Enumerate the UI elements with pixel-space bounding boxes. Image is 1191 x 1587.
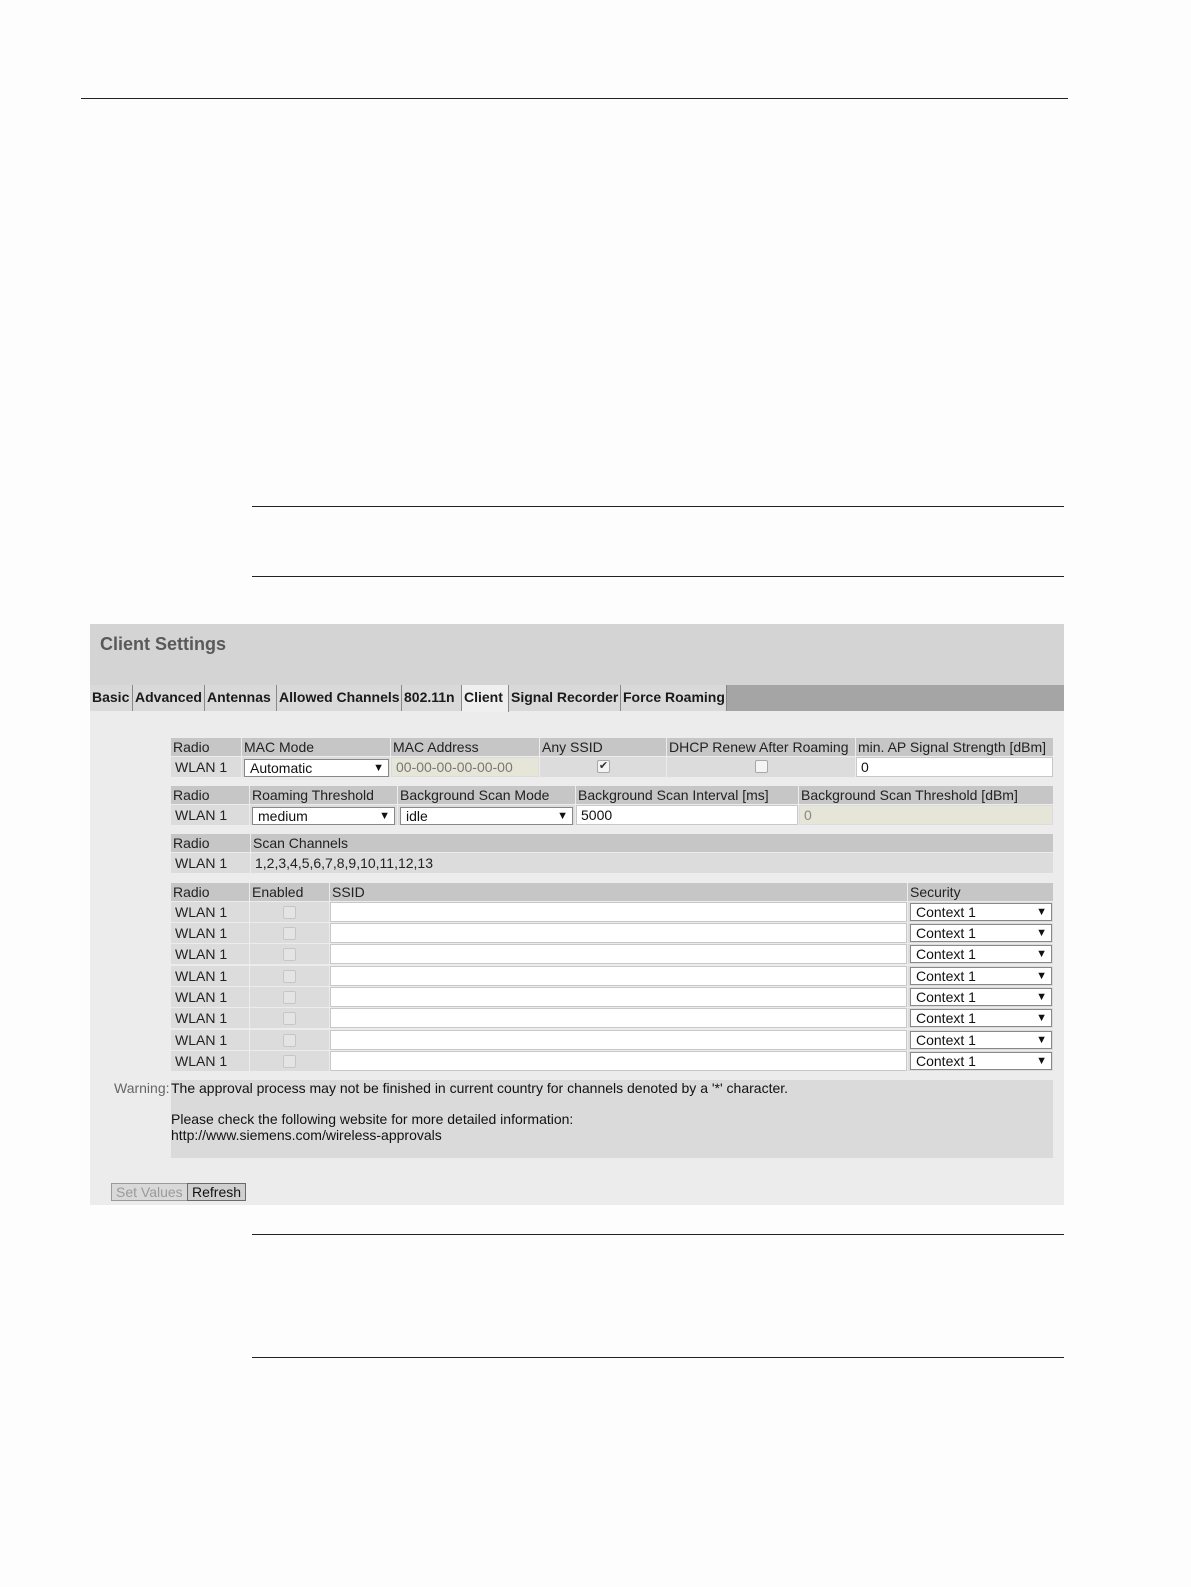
- ssid-input[interactable]: [330, 944, 907, 964]
- note-bottom-rule: [252, 576, 1064, 577]
- security-select[interactable]: [910, 903, 1052, 921]
- t1-header-radio: Radio: [171, 738, 241, 756]
- t4-header-radio: Radio: [171, 883, 249, 901]
- chevron-down-icon: ▼: [1036, 1055, 1047, 1067]
- note2-bottom-rule: [252, 1357, 1064, 1358]
- any-ssid-checkbox[interactable]: [597, 760, 610, 773]
- security-select[interactable]: [910, 1009, 1052, 1027]
- page-top-rule: [81, 98, 1068, 99]
- security-select[interactable]: [910, 1031, 1052, 1049]
- t4-header-security: Security: [908, 883, 1053, 901]
- tab-bar: [90, 685, 1064, 711]
- t2-header-bg-scan-interval: Background Scan Interval [ms]: [576, 786, 798, 804]
- ssid-input[interactable]: [330, 1008, 907, 1028]
- security-value: Context 1: [916, 1032, 976, 1048]
- ssid-row-radio: WLAN 1: [171, 987, 249, 1007]
- bg-scan-interval-input[interactable]: 5000: [576, 805, 798, 825]
- t1-radio-cell: WLAN 1: [171, 757, 241, 777]
- t1-header-any-ssid: Any SSID: [540, 738, 666, 756]
- chevron-down-icon: ▼: [1036, 970, 1047, 982]
- security-value: Context 1: [916, 968, 976, 984]
- ssid-input[interactable]: [330, 902, 907, 922]
- tab-signal-recorder[interactable]: Signal Recorder: [509, 685, 621, 711]
- ssid-enabled-checkbox[interactable]: [283, 991, 296, 1004]
- client-settings-panel: [90, 624, 1064, 1205]
- mac-mode-select[interactable]: [244, 759, 389, 777]
- checkmark-icon: ✔: [598, 760, 609, 772]
- ssid-row-radio: WLAN 1: [171, 1051, 249, 1071]
- tab-basic[interactable]: Basic: [90, 685, 133, 711]
- ssid-enabled-checkbox[interactable]: [283, 906, 296, 919]
- tab-antennas[interactable]: Antennas: [205, 685, 277, 711]
- t3-header-scan-channels: Scan Channels: [251, 834, 1053, 852]
- tab-force-roaming[interactable]: Force Roaming: [621, 685, 727, 711]
- chevron-down-icon: ▼: [557, 810, 568, 822]
- dhcp-renew-checkbox[interactable]: [755, 760, 768, 773]
- warning-text: The approval process may not be finished in current country for channels denoted by a '*' character.: [171, 1080, 789, 1096]
- chevron-down-icon: ▼: [379, 810, 390, 822]
- t2-header-bg-scan-mode: Background Scan Mode: [398, 786, 575, 804]
- ssid-enabled-checkbox[interactable]: [283, 1034, 296, 1047]
- title-bar: [90, 624, 1064, 685]
- ssid-row-radio: WLAN 1: [171, 902, 249, 922]
- bg-scan-mode-select[interactable]: [400, 807, 573, 825]
- approvals-link[interactable]: http://www.siemens.com/wireless-approvals: [171, 1127, 442, 1143]
- t1-header-mac-address: MAC Address: [391, 738, 539, 756]
- security-value: Context 1: [916, 1053, 976, 1069]
- refresh-button[interactable]: Refresh: [187, 1183, 246, 1201]
- tab-client[interactable]: Client: [462, 685, 509, 712]
- ssid-row-radio: WLAN 1: [171, 966, 249, 986]
- security-value: Context 1: [916, 925, 976, 941]
- scan-channels-value: 1,2,3,4,5,6,7,8,9,10,11,12,13: [251, 853, 1053, 873]
- tab-allowed-channels[interactable]: Allowed Channels: [277, 685, 402, 711]
- security-select[interactable]: [910, 924, 1052, 942]
- chevron-down-icon: ▼: [373, 762, 384, 774]
- security-value: Context 1: [916, 989, 976, 1005]
- ssid-enabled-checkbox[interactable]: [283, 970, 296, 983]
- ssid-input[interactable]: [330, 1051, 907, 1071]
- ssid-enabled-checkbox[interactable]: [283, 927, 296, 940]
- note2-top-rule: [252, 1234, 1064, 1235]
- t2-header-radio: Radio: [171, 786, 249, 804]
- roaming-threshold-select[interactable]: [252, 807, 395, 825]
- t1-header-min-ap-signal: min. AP Signal Strength [dBm]: [856, 738, 1053, 756]
- ssid-input[interactable]: [330, 1030, 907, 1050]
- t4-header-enabled: Enabled: [250, 883, 329, 901]
- security-value: Context 1: [916, 904, 976, 920]
- ssid-input[interactable]: [330, 923, 907, 943]
- security-value: Context 1: [916, 1010, 976, 1026]
- t2-radio-cell: WLAN 1: [171, 805, 249, 825]
- set-values-button[interactable]: Set Values: [111, 1183, 188, 1201]
- tab-advanced[interactable]: Advanced: [133, 685, 205, 711]
- t1-header-mac-mode: MAC Mode: [242, 738, 390, 756]
- page-title: Client Settings: [100, 634, 227, 654]
- security-select[interactable]: [910, 1052, 1052, 1070]
- ssid-input[interactable]: [330, 966, 907, 986]
- warning-info-text: Please check the following website for more detailed information:: [171, 1111, 574, 1127]
- chevron-down-icon: ▼: [1036, 1012, 1047, 1024]
- security-select[interactable]: [910, 945, 1052, 963]
- t1-header-dhcp-renew: DHCP Renew After Roaming: [667, 738, 855, 756]
- security-select[interactable]: [910, 988, 1052, 1006]
- mac-address-field: 00-00-00-00-00-00: [391, 757, 539, 777]
- ssid-input[interactable]: [330, 987, 907, 1007]
- mac-mode-value: Automatic: [250, 760, 313, 776]
- warning-label: Warning:: [114, 1080, 170, 1096]
- t3-header-radio: Radio: [171, 834, 250, 852]
- ssid-row-radio: WLAN 1: [171, 1008, 249, 1028]
- security-select[interactable]: [910, 967, 1052, 985]
- warning-box: [171, 1080, 1053, 1158]
- t2-header-bg-scan-threshold: Background Scan Threshold [dBm]: [799, 786, 1053, 804]
- t2-header-roaming-threshold: Roaming Threshold: [250, 786, 397, 804]
- chevron-down-icon: ▼: [1036, 948, 1047, 960]
- ssid-enabled-checkbox[interactable]: [283, 1055, 296, 1068]
- note-top-rule: [252, 506, 1064, 507]
- chevron-down-icon: ▼: [1036, 991, 1047, 1003]
- security-value: Context 1: [916, 946, 976, 962]
- bg-scan-mode-value: idle: [406, 808, 428, 824]
- roaming-threshold-value: medium: [258, 808, 308, 824]
- ssid-enabled-checkbox[interactable]: [283, 948, 296, 961]
- ssid-row-radio: WLAN 1: [171, 1030, 249, 1050]
- ssid-row-radio: WLAN 1: [171, 923, 249, 943]
- t3-radio-cell: WLAN 1: [171, 853, 250, 873]
- bg-scan-threshold-field: 0: [799, 805, 1053, 825]
- min-ap-signal-input[interactable]: 0: [856, 757, 1053, 777]
- ssid-enabled-checkbox[interactable]: [283, 1012, 296, 1025]
- tab-80211n[interactable]: 802.11n: [402, 685, 462, 711]
- chevron-down-icon: ▼: [1036, 906, 1047, 918]
- t4-header-ssid: SSID: [330, 883, 907, 901]
- ssid-row-radio: WLAN 1: [171, 944, 249, 964]
- chevron-down-icon: ▼: [1036, 1034, 1047, 1046]
- chevron-down-icon: ▼: [1036, 927, 1047, 939]
